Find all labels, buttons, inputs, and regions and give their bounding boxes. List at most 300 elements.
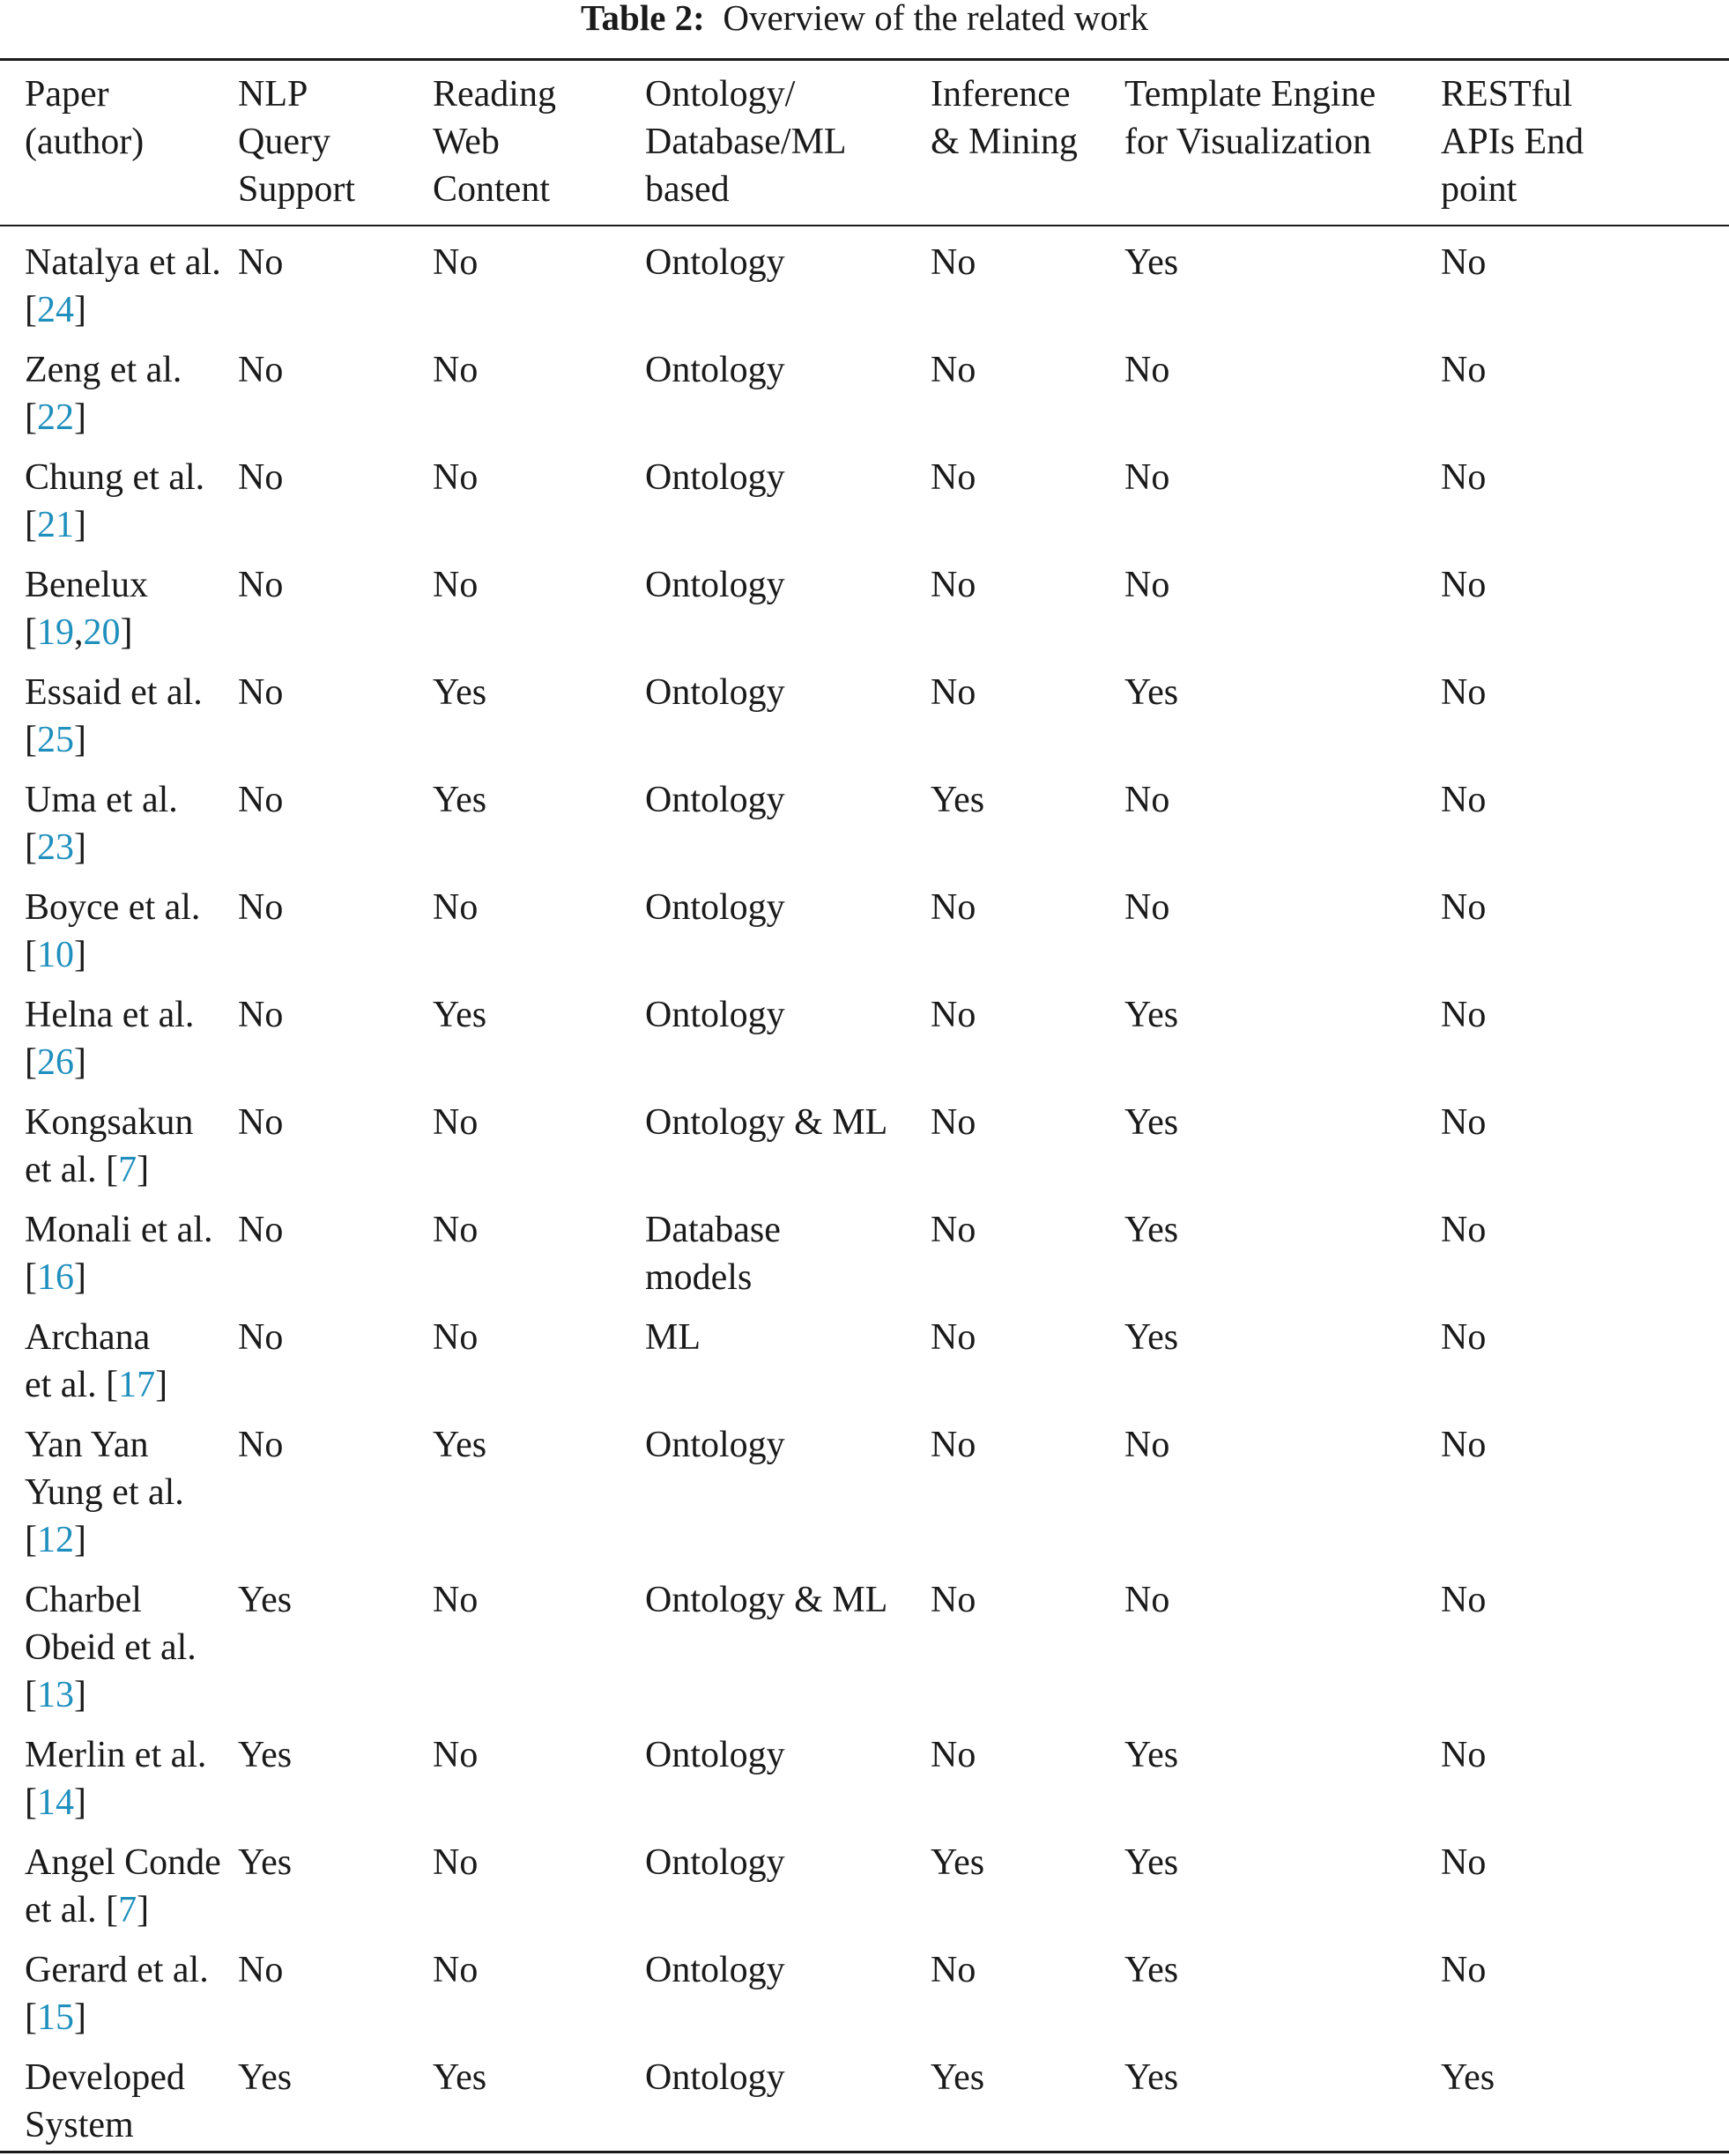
- cell-inference: [931, 1934, 1124, 2041]
- cell-line: Essaid et al.: [25, 672, 203, 713]
- cell-rest: [1441, 1409, 1729, 1564]
- cell-value: Yes: [238, 1580, 293, 1620]
- cell-line: Inference: [931, 74, 1071, 115]
- cell-template: [1124, 1934, 1441, 2041]
- cell-basis: [645, 334, 931, 441]
- table-row: [0, 1194, 1729, 1301]
- cell-inference: [931, 871, 1124, 979]
- cell-template: [1124, 1719, 1441, 1826]
- cell-paper: [0, 1301, 238, 1409]
- cell-template: [1124, 656, 1441, 764]
- cell-nlp: [238, 2041, 433, 2149]
- cell-nlp: [238, 1301, 433, 1409]
- cell-rest: [1441, 1826, 1729, 1934]
- reference-link[interactable]: 23: [37, 827, 74, 868]
- cell-value: Yes: [1124, 995, 1179, 1035]
- cell-web: [433, 1409, 645, 1564]
- cell-rest: [1441, 1719, 1729, 1826]
- cell-value: Yes: [931, 780, 985, 820]
- cell-rest: [1441, 979, 1729, 1086]
- cell-line: Query: [238, 122, 330, 162]
- cell-line: Support: [238, 169, 356, 210]
- cell-line: Ontology: [645, 242, 785, 283]
- cell-template: [1124, 1194, 1441, 1301]
- cell-rest: [1441, 764, 1729, 871]
- cell-web: [433, 1086, 645, 1194]
- cell-paper: [0, 1564, 238, 1719]
- cell-template: [1124, 226, 1441, 334]
- cell-basis: [645, 1409, 931, 1564]
- cell-nlp: [238, 226, 433, 334]
- cell-line: Content: [433, 169, 550, 210]
- cell-paper: [0, 441, 238, 549]
- cell-line: Ontology: [645, 1842, 785, 1883]
- table-caption: [0, 0, 1729, 38]
- citation: [23]: [25, 827, 86, 868]
- cell-value: No: [931, 995, 976, 1035]
- citation: [7]: [106, 1150, 150, 1190]
- table-row: [0, 549, 1729, 656]
- cell-value: Yes: [1124, 672, 1179, 713]
- cell-value: No: [1441, 1317, 1487, 1358]
- cell-value: Yes: [1124, 1842, 1179, 1883]
- cell-value: Yes: [433, 2057, 487, 2098]
- cell-value: No: [1441, 672, 1487, 713]
- cell-value: No: [931, 1317, 976, 1358]
- table-row: [0, 1826, 1729, 1934]
- cell-nlp: [238, 549, 433, 656]
- cell-basis: [645, 1194, 931, 1301]
- cell-line: models: [645, 1257, 753, 1298]
- column-header-rest: [1441, 61, 1729, 225]
- cell-value: Yes: [931, 2057, 985, 2098]
- cell-value: Yes: [1124, 242, 1179, 283]
- citation: [19,20]: [25, 612, 133, 653]
- table-row: [0, 1719, 1729, 1826]
- reference-link[interactable]: 7: [118, 1890, 137, 1930]
- cell-value: No: [1124, 887, 1170, 928]
- cell-value: No: [433, 1317, 479, 1358]
- cell-value: No: [433, 1735, 479, 1775]
- cell-template: [1124, 1409, 1441, 1564]
- cell-value: Yes: [1124, 1950, 1179, 1990]
- cell-line: Ontology: [645, 350, 785, 390]
- cell-value: No: [433, 565, 479, 605]
- cell-value: Yes: [433, 780, 487, 820]
- cell-value: No: [1124, 350, 1170, 390]
- cell-value: Yes: [238, 2057, 293, 2098]
- cell-value: No: [238, 780, 284, 820]
- cell-line: Archana: [25, 1317, 151, 1358]
- reference-link[interactable]: 7: [118, 1150, 137, 1190]
- cell-line: Kongsakun: [25, 1102, 194, 1143]
- cell-template: [1124, 334, 1441, 441]
- cell-nlp: [238, 1409, 433, 1564]
- cell-nlp: [238, 1086, 433, 1194]
- table-caption-text: Overview of the related work: [723, 0, 1149, 38]
- cell-nlp: [238, 1194, 433, 1301]
- cell-paper: [0, 1409, 238, 1564]
- cell-web: [433, 1194, 645, 1301]
- table-row: [0, 764, 1729, 871]
- cell-basis: [645, 1301, 931, 1409]
- cell-value: No: [931, 1425, 976, 1465]
- cell-value: No: [1124, 457, 1170, 498]
- reference-link[interactable]: 24: [37, 290, 74, 330]
- citation: [14]: [25, 1782, 86, 1823]
- cell-inference: [931, 441, 1124, 549]
- reference-link[interactable]: 22: [37, 397, 74, 438]
- cell-line: Yan Yan: [25, 1425, 149, 1465]
- cell-web: [433, 1719, 645, 1826]
- column-header-paper: [0, 61, 238, 225]
- cell-value: No: [238, 350, 284, 390]
- cell-template: [1124, 2041, 1441, 2149]
- reference-link[interactable]: 16: [37, 1257, 74, 1298]
- cell-line: Ontology: [645, 995, 785, 1035]
- cell-line: et al.: [25, 1150, 97, 1190]
- cell-inference: [931, 1301, 1124, 1409]
- cell-inference: [931, 979, 1124, 1086]
- cell-value: Yes: [1124, 2057, 1179, 2098]
- cell-line: System: [25, 2105, 134, 2145]
- cell-line: Web: [433, 122, 500, 162]
- citation: [15]: [25, 1997, 86, 2038]
- reference-link[interactable]: 20: [83, 612, 121, 653]
- cell-value: No: [1441, 457, 1487, 498]
- reference-link[interactable]: 15: [37, 1997, 74, 2038]
- cell-basis: [645, 1086, 931, 1194]
- cell-paper: [0, 871, 238, 979]
- cell-line: Ontology: [645, 2057, 785, 2098]
- cell-line: Ontology: [645, 887, 785, 928]
- cell-line: Ontology: [645, 1950, 785, 1990]
- cell-line: ML: [645, 1317, 701, 1358]
- cell-value: No: [1441, 1950, 1487, 1990]
- cell-value: No: [931, 242, 976, 283]
- cell-template: [1124, 871, 1441, 979]
- citation: [12]: [25, 1520, 86, 1560]
- cell-template: [1124, 441, 1441, 549]
- reference-link[interactable]: 17: [118, 1365, 156, 1405]
- cell-value: No: [433, 1210, 479, 1250]
- reference-link[interactable]: 26: [37, 1042, 74, 1083]
- table-row: [0, 1409, 1729, 1564]
- cell-inference: [931, 226, 1124, 334]
- cell-basis: [645, 764, 931, 871]
- cell-value: No: [433, 242, 479, 283]
- cell-nlp: [238, 441, 433, 549]
- cell-line: APIs End: [1441, 122, 1584, 162]
- table-row: [0, 226, 1729, 334]
- cell-nlp: [238, 1934, 433, 2041]
- cell-value: No: [1441, 1425, 1487, 1465]
- cell-value: No: [238, 242, 284, 283]
- cell-rest: [1441, 1086, 1729, 1194]
- cell-line: Uma et al.: [25, 780, 178, 820]
- cell-value: No: [238, 1950, 284, 1990]
- cell-web: [433, 871, 645, 979]
- cell-rest: [1441, 871, 1729, 979]
- cell-value: No: [931, 565, 976, 605]
- cell-line: RESTful: [1441, 74, 1573, 115]
- table-row: [0, 1086, 1729, 1194]
- citation: [21]: [25, 505, 86, 545]
- cell-value: No: [1124, 1580, 1170, 1620]
- cell-rest: [1441, 441, 1729, 549]
- cell-template: [1124, 979, 1441, 1086]
- cell-value: Yes: [433, 1425, 487, 1465]
- column-header-web: [433, 61, 645, 225]
- cell-line: Benelux: [25, 565, 148, 605]
- cell-value: No: [931, 672, 976, 713]
- cell-inference: [931, 764, 1124, 871]
- table-row: [0, 1564, 1729, 1719]
- cell-rest: [1441, 1194, 1729, 1301]
- cell-paper: [0, 764, 238, 871]
- table-row: [0, 656, 1729, 764]
- column-header-nlp: [238, 61, 433, 225]
- cell-basis: [645, 979, 931, 1086]
- cell-basis: [645, 871, 931, 979]
- cell-basis: [645, 1934, 931, 2041]
- cell-inference: [931, 2041, 1124, 2149]
- cell-line: Database/ML: [645, 122, 847, 162]
- cell-rest: [1441, 1934, 1729, 2041]
- cell-value: Yes: [433, 995, 487, 1035]
- cell-line: Ontology: [645, 565, 785, 605]
- reference-link[interactable]: 19: [37, 612, 74, 653]
- column-header-template: [1124, 61, 1441, 225]
- cell-line: Ontology/: [645, 74, 796, 115]
- cell-value: No: [238, 1317, 284, 1358]
- cell-rest: [1441, 226, 1729, 334]
- cell-value: No: [931, 1735, 976, 1775]
- cell-rest: [1441, 1301, 1729, 1409]
- cell-value: No: [433, 887, 479, 928]
- cell-basis: [645, 1826, 931, 1934]
- cell-value: No: [238, 672, 284, 713]
- related-work-table: [0, 226, 1729, 2149]
- cell-value: No: [1441, 995, 1487, 1035]
- cell-web: [433, 1301, 645, 1409]
- cell-nlp: [238, 764, 433, 871]
- cell-paper: [0, 656, 238, 764]
- cell-line: Angel Conde: [25, 1842, 221, 1883]
- cell-rest: [1441, 334, 1729, 441]
- cell-inference: [931, 656, 1124, 764]
- cell-value: Yes: [1441, 2057, 1495, 2098]
- cell-value: Yes: [1124, 1210, 1179, 1250]
- cell-line: Ontology: [645, 1425, 785, 1465]
- reference-link[interactable]: 13: [37, 1675, 74, 1715]
- cell-line: based: [645, 169, 730, 210]
- cell-value: No: [1124, 780, 1170, 820]
- cell-value: No: [1441, 565, 1487, 605]
- cell-value: No: [1441, 780, 1487, 820]
- table-row: [0, 334, 1729, 441]
- cell-line: Ontology: [645, 672, 785, 713]
- cell-paper: [0, 549, 238, 656]
- cell-web: [433, 656, 645, 764]
- cell-value: No: [433, 457, 479, 498]
- cell-web: [433, 979, 645, 1086]
- cell-value: No: [433, 1580, 479, 1620]
- cell-value: No: [931, 1950, 976, 1990]
- cell-line: Database: [645, 1210, 781, 1250]
- cell-template: [1124, 1086, 1441, 1194]
- cell-inference: [931, 1194, 1124, 1301]
- cell-value: No: [238, 565, 284, 605]
- cell-value: No: [433, 1842, 479, 1883]
- table-caption-label: Table 2:: [580, 0, 705, 38]
- cell-basis: [645, 441, 931, 549]
- cell-value: No: [1441, 350, 1487, 390]
- citation: [10]: [25, 935, 86, 975]
- cell-line: Ontology & ML: [645, 1580, 888, 1620]
- cell-value: No: [1441, 887, 1487, 928]
- cell-line: Merlin et al.: [25, 1735, 207, 1775]
- cell-nlp: [238, 334, 433, 441]
- cell-rest: [1441, 656, 1729, 764]
- cell-inference: [931, 1086, 1124, 1194]
- cell-basis: [645, 2041, 931, 2149]
- column-header-inference: [931, 61, 1124, 225]
- cell-line: Gerard et al.: [25, 1950, 209, 1990]
- cell-web: [433, 1564, 645, 1719]
- cell-value: No: [433, 1102, 479, 1143]
- cell-value: No: [931, 1580, 976, 1620]
- cell-line: for Visualization: [1124, 122, 1372, 162]
- cell-nlp: [238, 656, 433, 764]
- cell-value: No: [238, 1210, 284, 1250]
- cell-value: No: [1441, 1842, 1487, 1883]
- reference-link[interactable]: 10: [37, 935, 74, 975]
- cell-paper: [0, 979, 238, 1086]
- table-row: [0, 1301, 1729, 1409]
- cell-paper: [0, 2041, 238, 2149]
- cell-web: [433, 1826, 645, 1934]
- cell-inference: [931, 1409, 1124, 1564]
- citation: [24]: [25, 290, 86, 330]
- cell-line: Ontology: [645, 457, 785, 498]
- cell-line: Boyce et al.: [25, 887, 201, 928]
- cell-value: Yes: [238, 1735, 293, 1775]
- cell-inference: [931, 1564, 1124, 1719]
- citation: [26]: [25, 1042, 86, 1083]
- cell-basis: [645, 656, 931, 764]
- reference-link[interactable]: 12: [37, 1520, 74, 1560]
- cell-value: No: [1124, 565, 1170, 605]
- cell-value: No: [1441, 1210, 1487, 1250]
- cell-value: No: [931, 457, 976, 498]
- cell-line: NLP: [238, 74, 308, 115]
- cell-value: No: [238, 457, 284, 498]
- citation: [16]: [25, 1257, 86, 1298]
- cell-value: No: [1124, 1425, 1170, 1465]
- cell-line: Ontology: [645, 1735, 785, 1775]
- cell-value: No: [433, 350, 479, 390]
- table-body: [0, 226, 1729, 2149]
- cell-rest: [1441, 1564, 1729, 1719]
- cell-template: [1124, 1301, 1441, 1409]
- cell-web: [433, 441, 645, 549]
- cell-basis: [645, 226, 931, 334]
- cell-line: Developed: [25, 2057, 185, 2098]
- cell-nlp: [238, 871, 433, 979]
- cell-basis: [645, 1719, 931, 1826]
- cell-web: [433, 764, 645, 871]
- table-row: [0, 1934, 1729, 2041]
- table-header: [0, 61, 1729, 225]
- reference-link[interactable]: 14: [37, 1782, 74, 1823]
- reference-link[interactable]: 25: [37, 720, 74, 760]
- cell-value: Yes: [1124, 1735, 1179, 1775]
- cell-inference: [931, 334, 1124, 441]
- cell-paper: [0, 334, 238, 441]
- cell-value: No: [931, 1210, 976, 1250]
- cell-template: [1124, 549, 1441, 656]
- cell-nlp: [238, 1719, 433, 1826]
- cell-web: [433, 1934, 645, 2041]
- cell-line: Helna et al.: [25, 995, 195, 1035]
- cell-value: No: [931, 350, 976, 390]
- cell-web: [433, 334, 645, 441]
- cell-value: No: [1441, 1735, 1487, 1775]
- cell-value: No: [433, 1950, 479, 1990]
- cell-paper: [0, 1826, 238, 1934]
- header-row: [0, 61, 1729, 225]
- table-row: [0, 979, 1729, 1086]
- cell-template: [1124, 1564, 1441, 1719]
- cell-inference: [931, 1826, 1124, 1934]
- cell-web: [433, 549, 645, 656]
- cell-rest: [1441, 2041, 1729, 2149]
- cell-template: [1124, 764, 1441, 871]
- cell-paper: [0, 226, 238, 334]
- cell-value: Yes: [1124, 1102, 1179, 1143]
- cell-line: Paper: [25, 74, 109, 115]
- cell-basis: [645, 1564, 931, 1719]
- table-bottom-rule: [0, 2151, 1729, 2153]
- reference-link[interactable]: 21: [37, 505, 74, 545]
- citation: [7]: [106, 1890, 150, 1930]
- cell-line: Reading: [433, 74, 556, 115]
- cell-line: Obeid et al.: [25, 1627, 197, 1668]
- cell-value: No: [931, 1102, 976, 1143]
- cell-line: Chung et al.: [25, 457, 205, 498]
- cell-paper: [0, 1934, 238, 2041]
- cell-rest: [1441, 549, 1729, 656]
- cell-value: No: [1441, 242, 1487, 283]
- cell-value: No: [931, 887, 976, 928]
- cell-nlp: [238, 1826, 433, 1934]
- cell-template: [1124, 1826, 1441, 1934]
- cell-line: Natalya et al.: [25, 242, 221, 283]
- cell-nlp: [238, 979, 433, 1086]
- cell-paper: [0, 1086, 238, 1194]
- table-row: [0, 2041, 1729, 2149]
- cell-web: [433, 226, 645, 334]
- cell-value: No: [238, 887, 284, 928]
- cell-value: No: [238, 1425, 284, 1465]
- cell-line: point: [1441, 169, 1518, 210]
- cell-inference: [931, 549, 1124, 656]
- cell-line: Template Engine: [1124, 74, 1377, 115]
- cell-inference: [931, 1719, 1124, 1826]
- cell-line: Yung et al.: [25, 1472, 184, 1513]
- cell-line: Ontology & ML: [645, 1102, 888, 1143]
